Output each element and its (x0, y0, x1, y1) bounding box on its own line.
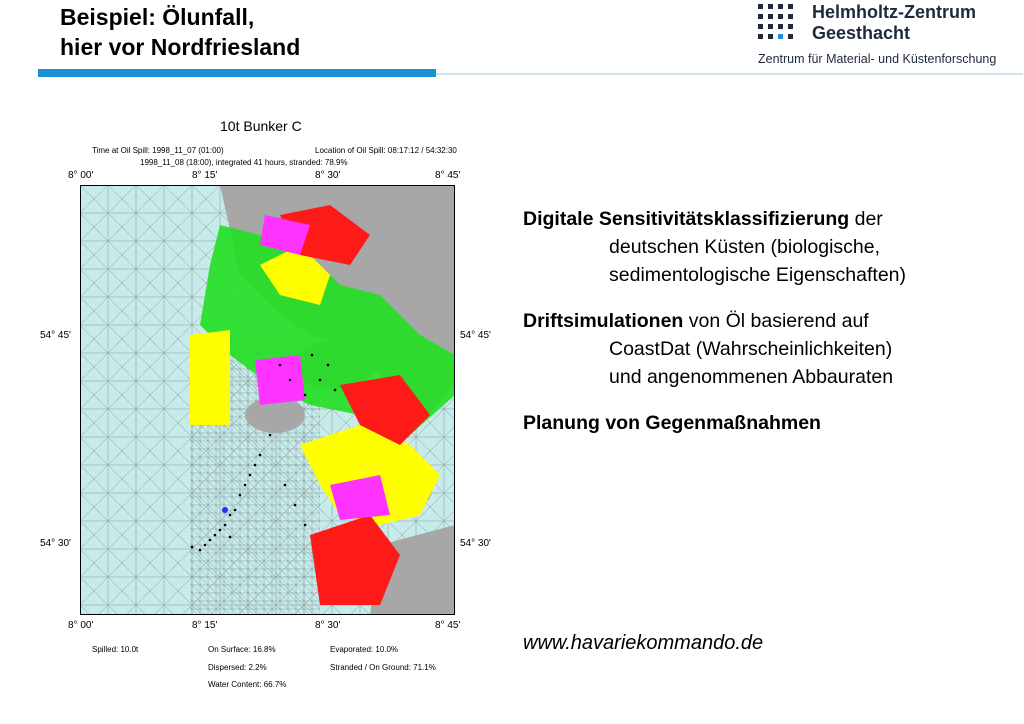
slide-title-line-1: Beispiel: Ölunfall, (60, 4, 255, 30)
bullet-2-line-2: CoastDat (Wahrscheinlichkeiten) (609, 338, 893, 360)
stat-evaporated: Evaporated: 10.0% (330, 645, 399, 654)
lon-label-top-1: 8° 00' (68, 170, 94, 181)
slide-title (60, 2, 300, 62)
bullet-2-rest: von Öl basierend auf (683, 310, 869, 332)
bullet-list (523, 205, 1003, 455)
bullet-item-drift (523, 307, 1003, 391)
stat-on-surface: On Surface: 16.8% (208, 645, 276, 654)
stat-spilled: Spilled: 10.0t (92, 645, 139, 654)
bullet-1-rest: der (849, 208, 883, 230)
bullet-item-planning (523, 409, 1003, 437)
title-accent-bar (38, 69, 436, 77)
logo-dot-grid-icon (758, 4, 802, 44)
map-plot (80, 185, 455, 615)
bullet-1-line-3: sedimentologische Eigenschaften) (609, 264, 907, 286)
stat-water-content: Water Content: 66.7% (208, 680, 287, 689)
oil-spill-map (40, 110, 490, 695)
lat-label-left-2: 54° 30' (40, 538, 71, 549)
lat-label-right-2: 54° 30' (460, 538, 491, 549)
bullet-1-bold: Digitale Sensitivitätsklassifizierung (523, 208, 850, 230)
lon-label-top-3: 8° 30' (315, 170, 341, 181)
bullet-2-line-3: und angenommenen Abbauraten (609, 366, 894, 388)
havariekommando-link[interactable]: www.havariekommando.de (523, 632, 764, 654)
map-info-time: Time at Oil Spill: 1998_11_07 (01:00) (92, 146, 224, 155)
hzg-logo (758, 2, 1018, 72)
lon-label-bottom-2: 8° 15' (192, 620, 218, 631)
lat-label-right-1: 54° 45' (460, 330, 491, 341)
spill-origin-marker (222, 507, 228, 513)
lon-label-bottom-1: 8° 00' (68, 620, 94, 631)
logo-name-line-2: Geesthacht (812, 23, 911, 43)
lon-label-top-2: 8° 15' (192, 170, 218, 181)
map-title: 10t Bunker C (220, 118, 302, 134)
logo-name-line-1: Helmholtz-Zentrum (812, 2, 976, 22)
lat-label-left-1: 54° 45' (40, 330, 71, 341)
logo-subtitle: Zentrum für Material- und Küstenforschung (758, 52, 997, 66)
bullet-3-bold: Planung von Gegenmaßnahmen (523, 412, 821, 434)
lon-label-top-4: 8° 45' (435, 170, 461, 181)
zone-magenta-center (255, 355, 305, 405)
slide-title-line-2: hier vor Nordfriesland (60, 34, 301, 60)
bullet-item-sensitivity (523, 205, 1003, 289)
stat-stranded: Stranded / On Ground: 71.1% (330, 663, 436, 672)
lon-label-bottom-3: 8° 30' (315, 620, 341, 631)
map-info-integrated: 1998_11_08 (18:00), integrated 41 hours, stranded: 78.9% (140, 158, 348, 167)
map-info-location: Location of Oil Spill: 08:17:12 / 54:32:30 (315, 146, 457, 155)
lon-label-bottom-4: 8° 45' (435, 620, 461, 631)
zone-yellow-west (190, 330, 230, 425)
bullet-2-bold: Driftsimulationen (523, 310, 684, 332)
bullet-1-line-2: deutschen Küsten (biologische, (609, 236, 881, 258)
stat-dispersed: Dispersed: 2.2% (208, 663, 267, 672)
logo-name (812, 2, 976, 44)
